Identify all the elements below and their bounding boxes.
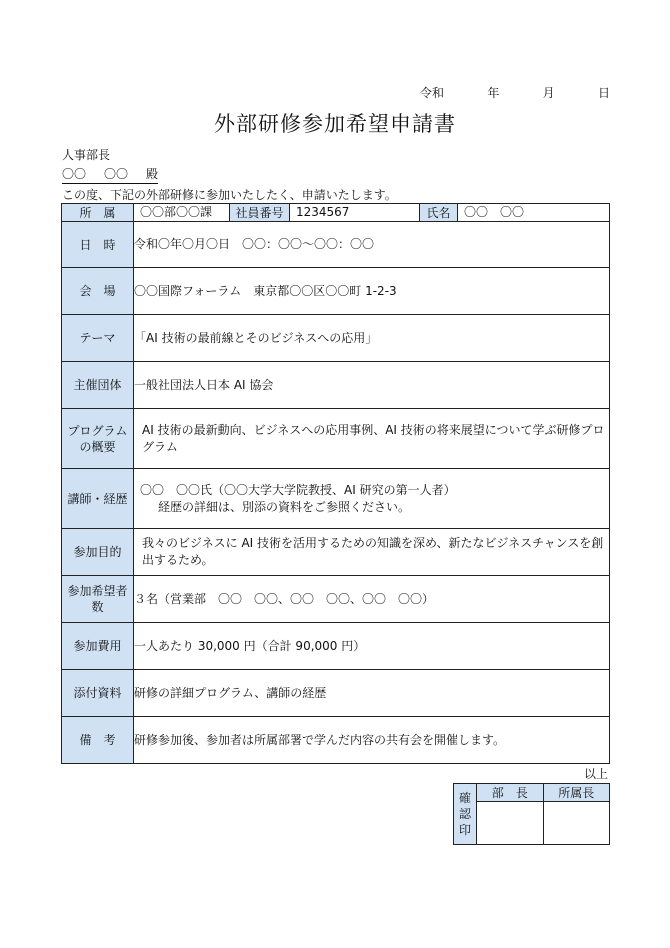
detail-row <box>62 222 610 268</box>
date-month: 月 <box>542 86 555 100</box>
detail-row-value <box>134 409 610 469</box>
detail-row <box>62 469 610 529</box>
detail-row-label <box>62 576 134 623</box>
detail-row-value-line: 令和〇年〇月〇日 〇〇：〇〇～〇〇：〇〇 <box>134 237 375 252</box>
detail-row <box>62 362 610 409</box>
detail-rows <box>62 222 610 764</box>
detail-row-value <box>134 529 610 576</box>
detail-row-value-line: 「AI 技術の最前線とそのビジネスへの応用」 <box>134 330 378 345</box>
detail-row <box>62 717 610 764</box>
detail-row-value-line: 経歴の詳細は、別添の資料をご参照ください。 <box>158 499 411 514</box>
stamp-col-dept-head: 部 長 <box>477 784 544 802</box>
recipient-name-part1: 〇〇 <box>62 167 87 181</box>
detail-row-value <box>134 623 610 670</box>
detail-row-value-line: AI 技術の最新動向、ビジネスへの応用事例、AI 技術の将来展望について学ぶ研修プログラム <box>142 422 605 454</box>
detail-row-value <box>134 469 610 529</box>
affiliation-label: 所 属 <box>62 204 134 222</box>
detail-row-label-line: 参加希望者 <box>67 584 128 599</box>
header-row <box>62 204 610 222</box>
detail-row-value <box>134 362 610 409</box>
date-line <box>420 84 610 101</box>
confirmation-stamp-box <box>453 783 610 845</box>
detail-row-value <box>134 268 610 315</box>
detail-row-label <box>62 268 134 315</box>
detail-row-label-line: プログラム <box>67 423 128 438</box>
detail-row <box>62 623 610 670</box>
detail-row-label-line: 参加目的 <box>73 545 122 560</box>
recipient-name-part2: 〇〇 <box>103 167 128 181</box>
detail-row-value-line: 我々のビジネスに AI 技術を活用するための知識を深め、新たなビジネスチャンスを創出するため。 <box>142 536 604 568</box>
date-day: 日 <box>597 86 610 100</box>
detail-row-label <box>62 409 134 469</box>
detail-row <box>62 670 610 717</box>
detail-row-value-line: ３名（営業部 〇〇 〇〇、〇〇 〇〇、〇〇 〇〇） <box>134 591 435 606</box>
detail-row-label-line: 会 場 <box>79 284 116 299</box>
detail-row-value <box>134 717 610 764</box>
detail-row-label-line: 講師・経歴 <box>67 491 128 506</box>
detail-row-label <box>62 623 134 670</box>
detail-row-label-line: 日 時 <box>79 237 116 252</box>
intro-text: この度、下記の外部研修に参加いたしたく、申請いたします。 <box>62 188 397 202</box>
detail-row <box>62 576 610 623</box>
date-era: 令和 <box>420 86 445 100</box>
stamp-box-section-head[interactable] <box>543 802 610 845</box>
closing-text: 以上 <box>583 767 608 781</box>
employee-no-label: 社員番号 <box>230 204 290 222</box>
detail-row-label <box>62 529 134 576</box>
recipient-honorific: 殿 <box>145 167 158 181</box>
recipient-name <box>62 165 158 184</box>
detail-row-label <box>62 469 134 529</box>
detail-row-label <box>62 670 134 717</box>
detail-row-label-line: 参加費用 <box>73 639 122 654</box>
employee-no-value: 1234567 <box>290 204 420 222</box>
name-value: 〇〇 〇〇 <box>458 204 610 222</box>
detail-row-label-line: テーマ <box>79 331 116 346</box>
recipient-dept: 人事部長 <box>62 148 111 162</box>
detail-row-value <box>134 670 610 717</box>
detail-row-value-line: 一般社団法人日本 AI 協会 <box>134 377 274 392</box>
detail-row-value <box>134 315 610 362</box>
detail-row-label <box>62 717 134 764</box>
stamp-side-text: 確 認 印 <box>458 790 471 838</box>
document-title: 外部研修参加希望申請書 <box>214 112 456 136</box>
detail-row-value <box>134 576 610 623</box>
detail-row-label-line: 添付資料 <box>73 686 122 701</box>
detail-row-value-line: 研修参加後、参加者は所属部署で学んだ内容の共有会を開催します。 <box>134 732 506 747</box>
detail-row-label <box>62 315 134 362</box>
detail-row-value-line: 研修の詳細プログラム、講師の経歴 <box>134 685 327 700</box>
detail-row <box>62 409 610 469</box>
detail-row-value-line: 〇〇 〇〇氏（〇〇大学大学院教授、AI 研究の第一人者） <box>140 482 456 497</box>
detail-row-label <box>62 222 134 268</box>
stamp-box-dept-head[interactable] <box>477 802 544 845</box>
detail-row-label-line: の概要 <box>79 439 116 454</box>
detail-row <box>62 529 610 576</box>
date-year: 年 <box>487 86 500 100</box>
affiliation-value: 〇〇部〇〇課 <box>134 204 230 222</box>
detail-row <box>62 268 610 315</box>
application-table <box>61 203 610 764</box>
stamp-side-label <box>454 784 477 845</box>
name-label: 氏名 <box>420 204 458 222</box>
detail-row <box>62 315 610 362</box>
detail-row-value-line: 一人あたり 30,000 円（合計 90,000 円） <box>134 638 366 653</box>
detail-row-label-line: 主催団体 <box>73 378 122 393</box>
detail-row-label <box>62 362 134 409</box>
detail-row-value-line: 〇〇国際フォーラム 東京都〇〇区〇〇町 1-2-3 <box>134 283 397 298</box>
detail-row-value <box>134 222 610 268</box>
detail-row-label-line: 備 考 <box>79 733 116 748</box>
detail-row-label-line: 数 <box>91 600 104 615</box>
stamp-col-section-head: 所属長 <box>543 784 610 802</box>
